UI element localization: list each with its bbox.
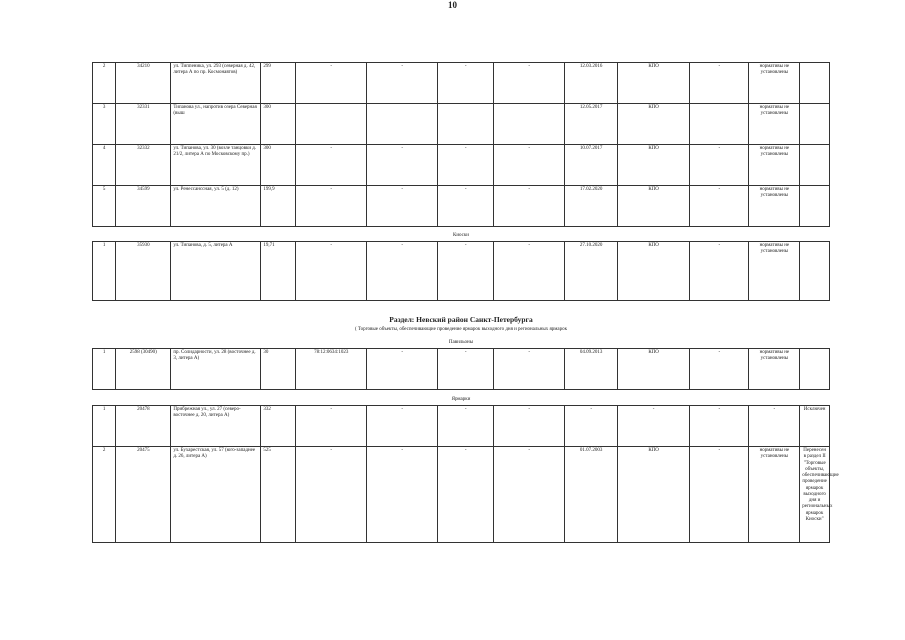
cell-n: 1 xyxy=(93,242,116,301)
cell-addr: Типанова ул., напротив озера Северная (выш xyxy=(171,104,261,145)
cell-area: 300 xyxy=(261,145,296,186)
table-row xyxy=(93,447,830,543)
cell-d: - xyxy=(494,447,565,543)
cell-addr: ул. Типпеника, ул. 293 (северная д. 42, литера А по пр. Космонавтов) xyxy=(171,63,261,104)
cell-a: 78:12:0634:1023 xyxy=(296,349,367,390)
caption-fairs: Ярмарки xyxy=(451,397,471,402)
cell-addr: ул. Типанова, д. 5, литера А xyxy=(171,242,261,301)
cell-a: - xyxy=(296,406,367,447)
cell-status: нормативы не установлены xyxy=(749,145,800,186)
cell-id: 35930 xyxy=(116,242,171,301)
section-subtitle: ( Торговые объекты, обеспечивающие проведение ярмарок выходного дня и региональных ярмарок xyxy=(354,327,567,332)
cell-area: 199,9 xyxy=(261,186,296,227)
table-row xyxy=(93,406,830,447)
cell-type: КПО xyxy=(618,63,690,104)
cell-e: - xyxy=(690,63,749,104)
cell-date: 04.09.2013 xyxy=(565,349,618,390)
caption-pavilions: Павильоны xyxy=(448,340,474,345)
cell-note xyxy=(800,63,830,104)
cell-date: - xyxy=(565,406,618,447)
cell-status: нормативы не установлены xyxy=(749,447,800,543)
cell-c xyxy=(438,104,494,145)
table-row xyxy=(93,145,830,186)
cell-b: - xyxy=(367,145,438,186)
cell-area: 525 xyxy=(261,447,296,543)
registry-table-1 xyxy=(92,62,830,227)
cell-b: - xyxy=(367,406,438,447)
table-row xyxy=(93,186,830,227)
cell-d: - xyxy=(494,406,565,447)
cell-addr: ул. Бухарестская, ул. 57 (юго-западнее д. 26, литера А) xyxy=(171,447,261,543)
cell-d: - xyxy=(494,349,565,390)
cell-c: - xyxy=(438,63,494,104)
cell-b xyxy=(367,104,438,145)
cell-a: - xyxy=(296,242,367,301)
caption-kiosks: Киоски xyxy=(453,233,469,238)
registry-table-pavilions xyxy=(92,348,830,390)
cell-area: 300 xyxy=(261,104,296,145)
cell-type: КПО xyxy=(618,104,690,145)
cell-b: - xyxy=(367,186,438,227)
cell-a: - xyxy=(296,145,367,186)
cell-status: нормативы не установлены xyxy=(749,242,800,301)
cell-id: 20478 xyxy=(116,406,171,447)
table-row xyxy=(93,242,830,301)
cell-b: - xyxy=(367,349,438,390)
cell-type: КПО xyxy=(618,186,690,227)
cell-e: - xyxy=(690,349,749,390)
cell-c: - xyxy=(438,145,494,186)
cell-n: 4 xyxy=(93,145,116,186)
section-title: Раздел: Невский район Санкт-Петербурга xyxy=(389,315,533,324)
cell-id: 32332 xyxy=(116,145,171,186)
cell-e: - xyxy=(690,447,749,543)
cell-c: - xyxy=(438,186,494,227)
cell-type: КПО xyxy=(618,145,690,186)
cell-status: нормативы не установлены xyxy=(749,186,800,227)
cell-note xyxy=(800,104,830,145)
cell-d: - xyxy=(494,145,565,186)
cell-type: КПО xyxy=(618,349,690,390)
cell-addr: ул. Ренессанссная, ул. 5 (д. 12) xyxy=(171,186,261,227)
cell-id: 32331 xyxy=(116,104,171,145)
cell-note xyxy=(800,186,830,227)
table-row xyxy=(93,104,830,145)
cell-note xyxy=(800,145,830,186)
page-number: 10 xyxy=(448,0,457,10)
cell-type: КПО xyxy=(618,242,690,301)
cell-status: нормативы не установлены xyxy=(749,104,800,145)
cell-c: - xyxy=(438,406,494,447)
cell-a: - xyxy=(296,447,367,543)
cell-note: Исключен xyxy=(800,406,830,447)
cell-a: - xyxy=(296,186,367,227)
cell-b: - xyxy=(367,63,438,104)
registry-table-kiosks xyxy=(92,241,830,301)
cell-type: КПО xyxy=(618,447,690,543)
cell-status: нормативы не установлены xyxy=(749,349,800,390)
cell-date: 27.10.2020 xyxy=(565,242,618,301)
cell-addr: ул. Типанова, ул. 30 (возле танцовки д. 21/2, литера А по Московскому пр.) xyxy=(171,145,261,186)
cell-n: 3 xyxy=(93,104,116,145)
cell-date: 10.07.2017 xyxy=(565,145,618,186)
cell-d: - xyxy=(494,186,565,227)
cell-c: - xyxy=(438,349,494,390)
cell-d: - xyxy=(494,242,565,301)
cell-n: 2 xyxy=(93,63,116,104)
cell-type: - xyxy=(618,406,690,447)
cell-e: - xyxy=(690,186,749,227)
cell-area: 19,71 xyxy=(261,242,296,301)
cell-a xyxy=(296,104,367,145)
table-row xyxy=(93,349,830,390)
cell-date: 12.05.2017 xyxy=(565,104,618,145)
cell-status: нормативы не установлены xyxy=(749,63,800,104)
cell-id: 34599 xyxy=(116,186,171,227)
cell-date: 17.02.2020 xyxy=(565,186,618,227)
table-row xyxy=(93,63,830,104)
cell-note xyxy=(800,242,830,301)
cell-n: 1 xyxy=(93,349,116,390)
registry-table-fairs xyxy=(92,405,839,543)
cell-area: 30 xyxy=(261,349,296,390)
cell-e xyxy=(690,104,749,145)
cell-c: - xyxy=(438,242,494,301)
cell-note xyxy=(800,349,830,390)
cell-id: 34210 xyxy=(116,63,171,104)
cell-e: - xyxy=(690,145,749,186)
cell-d xyxy=(494,104,565,145)
cell-n: 2 xyxy=(93,447,116,543)
cell-e: - xyxy=(690,406,749,447)
cell-d: - xyxy=(494,63,565,104)
cell-c: - xyxy=(438,447,494,543)
cell-date: 12.03.2016 xyxy=(565,63,618,104)
cell-n: 1 xyxy=(93,406,116,447)
cell-a: - xyxy=(296,63,367,104)
cell-status: - xyxy=(749,406,800,447)
cell-e: - xyxy=(690,242,749,301)
cell-b: - xyxy=(367,242,438,301)
cell-area: 299 xyxy=(261,63,296,104)
cell-id: 2598 (30490) xyxy=(116,349,171,390)
cell-date: 01.07.2003 xyxy=(565,447,618,543)
cell-id: 20475 xyxy=(116,447,171,543)
cell-n: 5 xyxy=(93,186,116,227)
cell-addr: Прибрежная ул., ул. 27 (северо-восточнее д. 20, литера А) xyxy=(171,406,261,447)
cell-area: 332 xyxy=(261,406,296,447)
cell-note: Перенесен в раздел II "Торговые объекты, обеспечивающие проведение ярмарок выходного дня и региональных ярмарок Киоски" xyxy=(800,447,830,543)
cell-b: - xyxy=(367,447,438,543)
cell-addr: пр. Солидарности, ул. 28 (восточнее д. 3, литера А) xyxy=(171,349,261,390)
